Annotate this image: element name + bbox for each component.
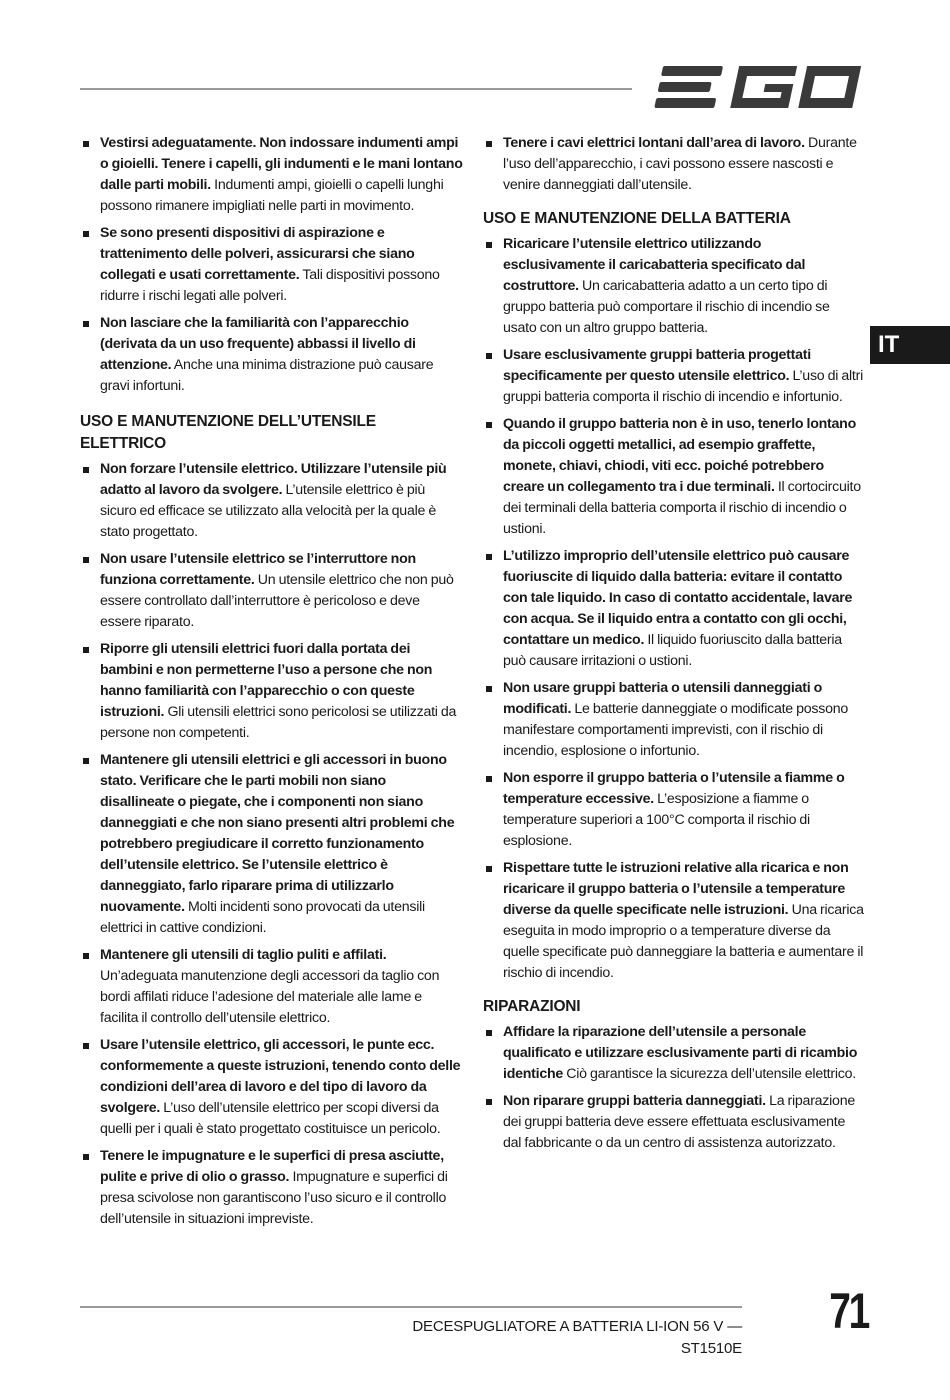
list-item-lead: Non lasciare che la familiarità con l’apparecchio (derivata da un uso frequente) abbassi il livello di attenzione.: [100, 315, 416, 373]
right-column: [483, 133, 866, 1160]
list-item: [483, 858, 866, 984]
battery-list: [483, 234, 866, 984]
list-item-lead: Affidare la riparazione dell’utensile a personale qualificato e utilizzare esclusivamente parti di ricambio identiche: [503, 1024, 858, 1082]
list-item-lead: Usare esclusivamente gruppi batteria progettati specificamente per questo utensile elettrico.: [503, 347, 811, 384]
list-item-lead: Mantenere gli utensili elettrici e gli accessori in buono stato. Verificare che le parti mobili non siano disallineate o piegate, che i componenti non siano danneggiati e che non siano presenti altri problemi che potrebbero pregiudicare il corretto funzionamento dell’utensile elettrico. Se l’utensile elettrico è danneggiato, farlo riparare prima di utilizzarlo nuovamente.: [100, 752, 455, 915]
list-item: [80, 313, 463, 397]
list-item-lead: Mantenere gli utensili di taglio puliti e affilati.: [100, 947, 387, 963]
list-item-lead: Non usare l’utensile elettrico se l’interruttore non funziona correttamente.: [100, 551, 416, 588]
list-item-lead: Se sono presenti dispositivi di aspirazione e trattenimento delle polveri, assicurarsi che siano collegati e usati correttamente.: [100, 225, 415, 283]
list-item: [483, 133, 866, 196]
list-item-body: Anche una minima distrazione può causare gravi infortuni.: [100, 357, 434, 394]
list-item: [80, 1146, 463, 1230]
list-item-body: Il cortocircuito dei terminali della batteria comporta il rischio di incendio o ustioni.: [503, 479, 861, 537]
list-item: [483, 414, 866, 540]
list-item: [483, 678, 866, 762]
list-item: [483, 1091, 866, 1154]
list-item: [80, 750, 463, 939]
header-rule: [80, 88, 632, 90]
list-item: [483, 345, 866, 408]
list-item-body: Le batterie danneggiate o modificate possono manifestare comportamenti imprevisti, con il rischio di incendio, esplosione o infortunio.: [503, 701, 849, 759]
left-column: [80, 133, 463, 1236]
footer-rule: [80, 1306, 742, 1308]
section-heading-battery: USO E MANUTENZIONE DELLA BATTERIA: [483, 210, 791, 227]
list-item-lead: Riporre gli utensili elettrici fuori dalla portata dei bambini e non permetterne l’uso a persone che non hanno familiarità con l’apparecchio o con queste istruzioni.: [100, 641, 433, 720]
list-item-body: Tali dispositivi possono ridurre i rischi legati alle polveri.: [100, 267, 440, 304]
list-item-body: Impugnature e superfici di presa scivolose non garantiscono l’uso sicuro e il controllo dell’utensile in situazioni impreviste.: [100, 1169, 448, 1227]
list-item-lead: Rispettare tutte le istruzioni relative alla ricarica e non ricaricare il gruppo batteria o l’utensile a temperature diverse da quelle specificate nelle istruzioni.: [503, 860, 849, 918]
list-item-lead: Non esporre il gruppo batteria o l’utensile a fiamme o temperature eccessive.: [503, 770, 845, 807]
list-item-body: L’esposizione a fiamme o temperature superiori a 100°C comporta il rischio di esplosione.: [503, 791, 810, 849]
list-item-body: Gli utensili elettrici sono pericolosi se utilizzati da persone non competenti.: [100, 704, 457, 741]
list-item-body: Indumenti ampi, gioielli o capelli lunghi possono rimanere impigliati nelle parti in movimento.: [100, 177, 444, 214]
list-item-body: Un caricabatteria adatto a un certo tipo di gruppo batteria può comportare il rischio di incendio se usato con un altro gruppo batteria.: [503, 278, 830, 336]
list-item: [483, 768, 866, 852]
page-number: 71: [829, 1283, 868, 1339]
ego-logo: [648, 62, 862, 112]
tool-use-list: [80, 459, 463, 1230]
list-item-body: L’utensile elettrico è più sicuro ed efficace se utilizzato alla velocità per la quale è stato progettato.: [100, 482, 436, 540]
repairs-list: [483, 1022, 866, 1154]
list-item-body: Una ricarica eseguita in modo improprio o a temperature diverse da quelle specificate può danneggiare la batteria e aumentare il rischio di incendio.: [503, 902, 864, 981]
section-heading-repairs: RIPARAZIONI: [483, 998, 581, 1015]
right-intro-list: [483, 133, 866, 196]
section-heading-tool-use: USO E MANUTENZIONE DELL’UTENSILE ELETTRICO: [80, 413, 376, 452]
language-tab: IT: [870, 326, 950, 364]
list-item-body: Un utensile elettrico che non può essere controllato dall’interruttore è pericoloso e deve essere riparato.: [100, 572, 454, 630]
list-item: [80, 1035, 463, 1140]
list-item-body: Durante l’uso dell’apparecchio, i cavi possono essere nascosti e venire danneggiati dall’utensile.: [503, 135, 857, 193]
list-item-lead: L’utilizzo improprio dell’utensile elettrico può causare fuoriuscite di liquido dalla batteria: evitare il contatto con tale liquido. In caso di contatto accidentale, lavare con acqua. Se il liquido entra a contatto con gli occhi, contattare un medico.: [503, 548, 853, 648]
list-item-lead: Non usare gruppi batteria o utensili danneggiati o modificati.: [503, 680, 823, 717]
list-item: [80, 549, 463, 633]
list-item: [80, 639, 463, 744]
list-item-body: La riparazione dei gruppi batteria deve essere effettuata esclusivamente dal fabbricante o da un centro di assistenza autorizzato.: [503, 1093, 855, 1151]
list-item: [80, 459, 463, 543]
list-item-lead: Tenere i cavi elettrici lontani dall’area di lavoro.: [503, 135, 805, 151]
list-item-lead: Vestirsi adeguatamente. Non indossare indumenti ampi o gioielli. Tenere i capelli, gli indumenti e le mani lontano dalle parti mobili.: [100, 135, 463, 193]
list-item-lead: Non riparare gruppi batteria danneggiati.: [503, 1093, 766, 1109]
list-item: [483, 546, 866, 672]
list-item-body: Ciò garantisce la sicurezza dell’utensile elettrico.: [563, 1066, 856, 1082]
list-item: [483, 234, 866, 339]
list-item-lead: Ricaricare l’utensile elettrico utilizzando esclusivamente il caricabatteria specificato dal costruttore.: [503, 236, 806, 294]
list-item-body: L’uso di altri gruppi batteria comporta il rischio di incendio e infortunio.: [503, 368, 863, 405]
list-item-lead: Usare l’utensile elettrico, gli accessori, le punte ecc. conformemente a queste istruzioni, tenendo conto delle condizioni dell’area di lavoro e del tipo di lavoro da svolgere.: [100, 1037, 461, 1116]
list-item-body: Un’adeguata manutenzione degli accessori da taglio con bordi affilati riduce l’adesione del materiale alle lame e facilita il controllo dell’utensile elettrico.: [100, 968, 440, 1026]
list-item: [80, 223, 463, 307]
left-intro-list: [80, 133, 463, 397]
list-item-lead: Tenere le impugnature e le superfici di presa asciutte, pulite e prive di olio o grasso.: [100, 1148, 444, 1185]
list-item: [483, 1022, 866, 1085]
footer-product-line: DECESPUGLIATORE A BATTERIA LI-ION 56 V — ST1510E: [412, 1318, 742, 1357]
list-item: [80, 133, 463, 217]
list-item: [80, 945, 463, 1029]
list-item-lead: Non forzare l’utensile elettrico. Utilizzare l’utensile più adatto al lavoro da svolgere.: [100, 461, 447, 498]
list-item-body: Molti incidenti sono provocati da utensili elettrici in cattive condizioni.: [100, 899, 425, 936]
list-item-lead: Quando il gruppo batteria non è in uso, tenerlo lontano da piccoli oggetti metallici, ad esempio graffette, monete, chiavi, chiodi, viti ecc. poiché potrebbero creare un collegamento tra i due terminali.: [503, 416, 856, 495]
list-item-body: Il liquido fuoriuscito dalla batteria può causare irritazioni o ustioni.: [503, 632, 842, 669]
list-item-body: L’uso dell’utensile elettrico per scopi diversi da quelli per i quali è stato progettato costituisce un pericolo.: [100, 1100, 441, 1137]
